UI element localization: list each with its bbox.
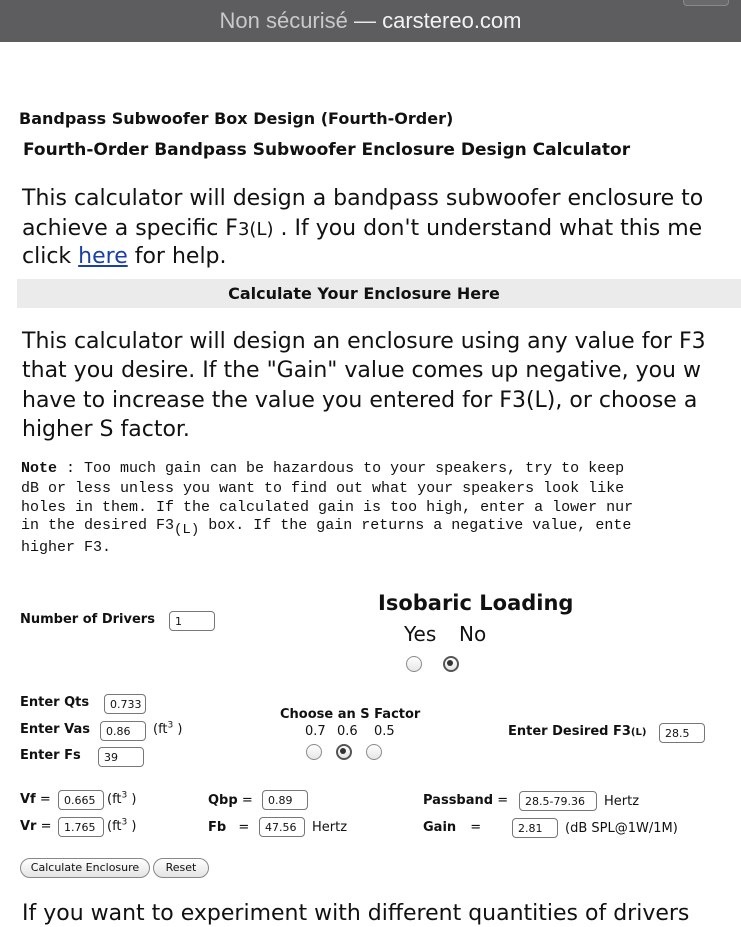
note-subscript: (L) xyxy=(174,522,200,538)
unit-text: (ft xyxy=(107,819,122,834)
para-line-1: This calculator will design an enclosure using any value for F3 xyxy=(22,329,706,354)
s-factor-0-7-radio[interactable] xyxy=(306,744,322,760)
tabs-button[interactable] xyxy=(683,0,729,6)
vr-row xyxy=(20,819,52,834)
qts-label: Enter Qts xyxy=(20,695,90,710)
vf-output[interactable]: 0.665 xyxy=(58,790,104,810)
gain-row xyxy=(423,820,481,835)
qts-input[interactable]: 0.733 xyxy=(104,694,146,714)
unit-text: ) xyxy=(173,722,183,737)
num-drivers-label: Number of Drivers xyxy=(20,612,155,627)
fb-unit: Hertz xyxy=(312,820,348,835)
not-secure-label: Non sécurisé xyxy=(219,8,348,33)
isobaric-yes-radio[interactable] xyxy=(406,656,422,672)
equals: = xyxy=(238,820,250,835)
vf-label: Vf xyxy=(20,792,36,807)
num-drivers-input[interactable]: 1 xyxy=(169,611,215,631)
para-line-4: higher S factor. xyxy=(22,417,190,442)
note-text: box. If the gain returns a negative value, ente xyxy=(199,517,632,534)
intro-text: . If you don't understand what this me xyxy=(273,216,703,241)
s-option-label: 0.7 xyxy=(305,724,326,739)
vas-label: Enter Vas xyxy=(20,722,90,737)
para-line-2: that you desire. If the "Gain" value comes up negative, you w xyxy=(22,358,701,383)
help-link[interactable]: here xyxy=(78,244,128,269)
f3-label xyxy=(508,724,646,739)
s-option-label: 0.5 xyxy=(374,724,395,739)
note-line-1 xyxy=(21,459,624,478)
intro-text: achieve a specific F xyxy=(22,216,238,241)
intro-text: for help. xyxy=(127,244,227,269)
footer-text: If you want to experiment with different quantities of drivers xyxy=(22,901,690,926)
section-header-label: Calculate Your Enclosure Here xyxy=(228,284,500,303)
f3-input[interactable]: 28.5 xyxy=(659,723,705,743)
equals: = xyxy=(241,793,253,808)
s-factor-0-5-radio[interactable] xyxy=(366,744,382,760)
calculate-enclosure-button[interactable]: Calculate Enclosure xyxy=(20,858,150,878)
vas-unit xyxy=(153,722,182,737)
qbp-label: Qbp xyxy=(208,793,238,808)
f3-label-sub: (L) xyxy=(630,727,647,738)
browser-address-bar[interactable] xyxy=(0,0,741,42)
fb-row xyxy=(208,820,249,835)
isobaric-yes-label: Yes xyxy=(404,622,437,646)
gain-unit: (dB SPL@1W/1M) xyxy=(565,821,678,836)
page-title: Bandpass Subwoofer Box Design (Fourth-Order) xyxy=(19,109,454,128)
equals: = xyxy=(497,793,509,808)
note-text: : Too much gain can be hazardous to your speakers, try to keep xyxy=(57,460,625,477)
para-line-3: have to increase the value you entered for F3(L), or choose a xyxy=(22,388,698,413)
intro-line-2 xyxy=(22,215,702,243)
vr-output[interactable]: 1.765 xyxy=(58,817,104,837)
intro-text: click xyxy=(22,244,79,269)
address-separator: — xyxy=(347,8,383,33)
qbp-output[interactable]: 0.89 xyxy=(262,790,308,810)
passband-row xyxy=(423,793,508,808)
gain-output[interactable]: 2.81 xyxy=(512,818,558,838)
gain-label: Gain xyxy=(423,820,457,835)
vr-unit xyxy=(107,819,136,834)
passband-unit: Hertz xyxy=(604,794,640,809)
equals: = xyxy=(39,792,51,807)
fs-label: Enter Fs xyxy=(20,748,81,763)
unit-text: ) xyxy=(127,792,137,807)
domain-label: carstereo.com xyxy=(382,8,522,33)
s-factor-0-6-radio[interactable] xyxy=(336,744,352,760)
isobaric-no-radio[interactable] xyxy=(443,656,459,672)
passband-output[interactable]: 28.5-79.36 xyxy=(519,791,597,811)
fb-output[interactable]: 47.56 xyxy=(259,817,305,837)
s-option-label: 0.6 xyxy=(337,724,358,739)
qbp-row xyxy=(208,793,253,808)
note-line-4 xyxy=(21,516,631,540)
passband-label: Passband xyxy=(423,793,494,808)
note-label: Note xyxy=(21,460,58,477)
s-factor-title: Choose an S Factor xyxy=(280,707,421,722)
intro-subscript: 3(L) xyxy=(237,219,274,240)
isobaric-no-label: No xyxy=(459,622,487,646)
note-text: in the desired F3 xyxy=(21,517,175,534)
unit-sup: 3 xyxy=(167,720,174,731)
note-line-2: dB or less unless you want to find out what your speakers look like xyxy=(21,480,625,497)
vf-unit xyxy=(107,792,136,807)
vas-input[interactable]: 0.86 xyxy=(100,721,146,741)
isobaric-title: Isobaric Loading xyxy=(378,591,574,615)
unit-text: (ft xyxy=(153,722,168,737)
note-line-3: holes in them. If the calculated gain is too high, enter a lower nur xyxy=(21,499,634,516)
vr-label: Vr xyxy=(20,819,37,834)
equals: = xyxy=(40,819,52,834)
page-subtitle: Fourth-Order Bandpass Subwoofer Enclosure Design Calculator xyxy=(23,140,631,160)
vf-row xyxy=(20,792,51,807)
unit-text: (ft xyxy=(107,792,122,807)
unit-sup: 3 xyxy=(121,790,128,801)
f3-label-text: Enter Desired F3 xyxy=(508,724,631,739)
unit-text: ) xyxy=(127,819,137,834)
fb-label: Fb xyxy=(208,820,227,835)
fs-input[interactable]: 39 xyxy=(98,747,144,767)
reset-button[interactable]: Reset xyxy=(153,858,209,878)
intro-line-1: This calculator will design a bandpass subwoofer enclosure to xyxy=(22,186,704,211)
intro-line-3 xyxy=(22,243,227,270)
section-header xyxy=(17,279,741,308)
note-line-5: higher F3. xyxy=(21,539,112,556)
unit-sup: 3 xyxy=(121,817,128,828)
equals: = xyxy=(470,820,482,835)
